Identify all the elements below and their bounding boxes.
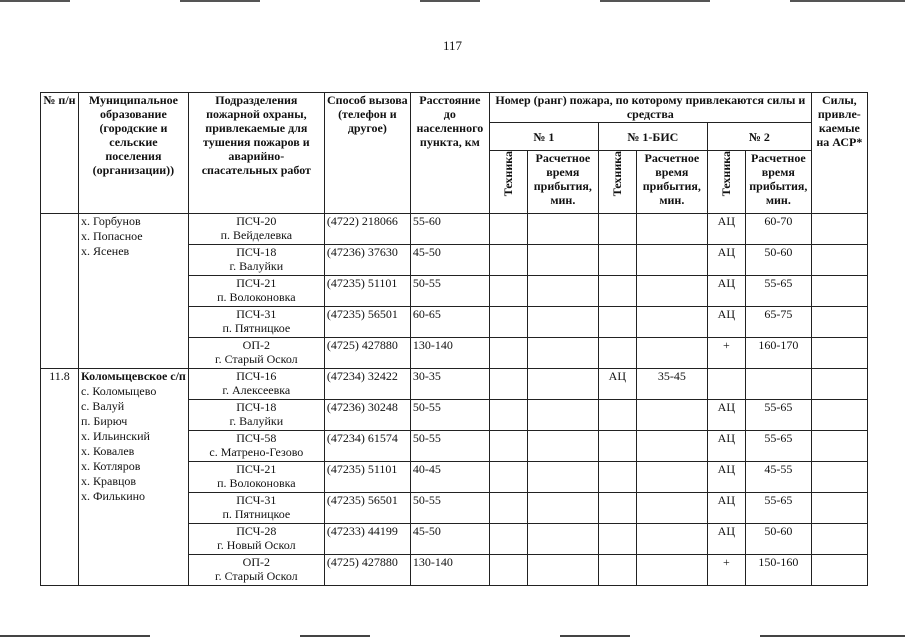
fire-unit-name: ПСЧ-18	[236, 400, 277, 414]
locality-name: х. Котляров	[81, 459, 141, 473]
asr-cell	[811, 214, 867, 245]
asr-cell	[811, 369, 867, 400]
rank-1-equipment-cell	[489, 245, 527, 276]
rank-1-equipment-cell	[489, 307, 527, 338]
phone-cell: (47236) 37630	[324, 245, 410, 276]
rank-1bis-equipment-cell	[598, 431, 636, 462]
rank-1bis-arrival-cell	[636, 338, 707, 369]
fire-unit-name: ПСЧ-31	[236, 307, 277, 321]
rank-1bis-equipment-cell	[598, 493, 636, 524]
rank-2-equipment-cell: +	[707, 338, 745, 369]
header-rank-1bis-equipment: Техника	[598, 151, 636, 214]
rank-2-equipment-cell: АЦ	[707, 400, 745, 431]
header-rank-2-arrival-time: Расчетное время прибытия, мин.	[745, 151, 811, 214]
fire-unit-cell	[188, 431, 324, 462]
asr-cell	[811, 400, 867, 431]
fire-unit-location: г. Старый Оскол	[215, 352, 298, 366]
fire-unit-name: ПСЧ-18	[236, 245, 277, 259]
header-fire-unit: Подразделения пожарной охраны, привлекаемые для тушения пожаров и аварийно-спасательных работ	[188, 93, 324, 214]
locality-name: с. Валуй	[81, 399, 125, 413]
fire-unit-location: г. Валуйки	[229, 259, 284, 273]
rank-2-arrival-cell: 60-70	[745, 214, 811, 245]
rank-1bis-equipment-cell: АЦ	[598, 369, 636, 400]
fire-unit-cell	[188, 493, 324, 524]
fire-unit-name: ПСЧ-21	[236, 276, 277, 290]
distance-cell: 30-35	[410, 369, 489, 400]
rank-2-equipment-cell: АЦ	[707, 462, 745, 493]
distance-cell: 45-50	[410, 245, 489, 276]
municipality-cell	[79, 369, 189, 586]
rank-1bis-equipment-cell	[598, 400, 636, 431]
rank-2-arrival-cell: 55-65	[745, 276, 811, 307]
distance-cell: 130-140	[410, 555, 489, 586]
asr-cell	[811, 555, 867, 586]
fire-unit-name: ПСЧ-21	[236, 462, 277, 476]
header-call-method: Способ вызова (телефон и другое)	[324, 93, 410, 214]
rank-1bis-equipment-cell	[598, 524, 636, 555]
fire-unit-cell	[188, 214, 324, 245]
rank-2-arrival-cell: 50-60	[745, 524, 811, 555]
rank-1bis-equipment-cell	[598, 245, 636, 276]
rank-1-equipment-cell	[489, 338, 527, 369]
asr-cell	[811, 462, 867, 493]
rank-1-arrival-cell	[527, 369, 598, 400]
scan-bottom-edge	[0, 635, 905, 637]
rank-1-arrival-cell	[527, 338, 598, 369]
distance-cell: 50-55	[410, 276, 489, 307]
phone-cell: (47235) 51101	[324, 276, 410, 307]
rank-2-equipment-cell	[707, 369, 745, 400]
fire-unit-cell	[188, 462, 324, 493]
rank-1bis-arrival-cell	[636, 524, 707, 555]
rank-1bis-equipment-cell	[598, 462, 636, 493]
rank-1bis-equipment-cell	[598, 338, 636, 369]
distance-cell: 45-50	[410, 524, 489, 555]
rank-2-equipment-cell: АЦ	[707, 214, 745, 245]
rank-1bis-arrival-cell	[636, 276, 707, 307]
rank-1-equipment-cell	[489, 462, 527, 493]
header-rank-1-equipment: Техника	[489, 151, 527, 214]
rank-2-arrival-cell: 65-75	[745, 307, 811, 338]
rank-2-equipment-cell: +	[707, 555, 745, 586]
rank-2-equipment-cell: АЦ	[707, 276, 745, 307]
phone-cell: (4725) 427880	[324, 338, 410, 369]
fire-unit-cell	[188, 245, 324, 276]
fire-unit-location: п. Пятницкое	[222, 507, 291, 521]
locality-name: х. Ковалев	[81, 444, 135, 458]
fire-unit-name: ОП-2	[242, 338, 270, 352]
rank-2-equipment-cell: АЦ	[707, 524, 745, 555]
rank-1bis-equipment-cell	[598, 214, 636, 245]
rank-1-arrival-cell	[527, 276, 598, 307]
fire-unit-name: ПСЧ-28	[236, 524, 277, 538]
header-num: № п/н	[41, 93, 79, 214]
locality-name: п. Бирюч	[81, 414, 128, 428]
fire-unit-cell	[188, 276, 324, 307]
fire-unit-location: г. Валуйки	[229, 414, 284, 428]
rank-1-equipment-cell	[489, 493, 527, 524]
rank-1-arrival-cell	[527, 524, 598, 555]
rank-2-arrival-cell: 150-160	[745, 555, 811, 586]
header-rank-2-equipment: Техника	[707, 151, 745, 214]
fire-forces-table	[40, 92, 868, 586]
fire-unit-location: г. Новый Оскол	[217, 538, 296, 552]
fire-unit-name: ОП-2	[242, 555, 270, 569]
rank-1-arrival-cell	[527, 400, 598, 431]
rank-2-equipment-cell: АЦ	[707, 431, 745, 462]
rank-2-arrival-cell: 55-65	[745, 400, 811, 431]
rank-1-equipment-cell	[489, 524, 527, 555]
locality-name: х. Филькино	[81, 489, 146, 503]
rank-2-arrival-cell: 55-65	[745, 431, 811, 462]
rank-1bis-arrival-cell	[636, 400, 707, 431]
distance-cell: 50-55	[410, 400, 489, 431]
asr-cell	[811, 307, 867, 338]
rank-1bis-equipment-cell	[598, 276, 636, 307]
fire-unit-location: п. Волоконовка	[217, 290, 296, 304]
header-asr-forces: Силы, привле-каемые на АСР*	[811, 93, 867, 214]
fire-unit-location: с. Матрено-Гезово	[209, 445, 304, 459]
rank-2-arrival-cell: 160-170	[745, 338, 811, 369]
phone-cell: (4722) 218066	[324, 214, 410, 245]
locality-name: х. Ильинский	[81, 429, 150, 443]
rank-1bis-arrival-cell	[636, 462, 707, 493]
rank-1-arrival-cell	[527, 493, 598, 524]
rank-1-equipment-cell	[489, 276, 527, 307]
fire-unit-cell	[188, 369, 324, 400]
phone-cell: (47235) 56501	[324, 307, 410, 338]
rank-1bis-arrival-cell	[636, 555, 707, 586]
fire-unit-name: ПСЧ-16	[236, 369, 277, 383]
locality-name: х. Ясенев	[81, 244, 130, 258]
header-rank-1bis: № 1-БИС	[598, 123, 707, 151]
rank-1-equipment-cell	[489, 555, 527, 586]
distance-cell: 50-55	[410, 431, 489, 462]
page-number: 117	[442, 38, 463, 53]
rank-2-equipment-cell: АЦ	[707, 493, 745, 524]
rank-2-arrival-cell	[745, 369, 811, 400]
rank-1-arrival-cell	[527, 245, 598, 276]
header-municipality: Муниципальное образование (городские и сельские поселения (организации))	[79, 93, 189, 214]
rank-1-equipment-cell	[489, 214, 527, 245]
rank-1bis-arrival-cell	[636, 214, 707, 245]
row-number-cell: 11.8	[41, 369, 79, 586]
rank-1bis-arrival-cell: 35-45	[636, 369, 707, 400]
phone-cell: (47235) 51101	[324, 462, 410, 493]
distance-cell: 40-45	[410, 462, 489, 493]
asr-cell	[811, 493, 867, 524]
fire-unit-name: ПСЧ-20	[236, 214, 277, 228]
table-row	[41, 369, 868, 400]
rank-1-equipment-cell	[489, 400, 527, 431]
rank-2-equipment-cell: АЦ	[707, 245, 745, 276]
row-number-cell	[41, 214, 79, 369]
asr-cell	[811, 524, 867, 555]
rank-1-arrival-cell	[527, 431, 598, 462]
fire-unit-name: ПСЧ-58	[236, 431, 277, 445]
header-fire-number: Номер (ранг) пожара, по которому привлекаются силы и средства	[489, 93, 811, 123]
distance-cell: 60-65	[410, 307, 489, 338]
scan-top-edge	[0, 0, 905, 2]
phone-cell: (47234) 61574	[324, 431, 410, 462]
phone-cell: (4725) 427880	[324, 555, 410, 586]
fire-unit-location: п. Вейделевка	[220, 228, 293, 242]
rank-1-arrival-cell	[527, 462, 598, 493]
rank-1bis-arrival-cell	[636, 431, 707, 462]
header-rank-1bis-arrival-time: Расчетное время прибытия, мин.	[636, 151, 707, 214]
table-row	[41, 214, 868, 245]
rank-1-arrival-cell	[527, 307, 598, 338]
fire-unit-cell	[188, 524, 324, 555]
locality-name: х. Горбунов	[81, 214, 141, 228]
locality-name: х. Кравцов	[81, 474, 137, 488]
header-rank-2: № 2	[707, 123, 811, 151]
fire-unit-cell	[188, 400, 324, 431]
rank-1bis-arrival-cell	[636, 245, 707, 276]
header-rank-1-arrival-time: Расчетное время прибытия, мин.	[527, 151, 598, 214]
phone-cell: (47233) 44199	[324, 524, 410, 555]
rank-1-arrival-cell	[527, 555, 598, 586]
rank-1bis-arrival-cell	[636, 493, 707, 524]
municipality-name: Коломыцевское с/п	[81, 369, 186, 383]
rank-1-equipment-cell	[489, 369, 527, 400]
fire-unit-cell	[188, 307, 324, 338]
rank-2-equipment-cell: АЦ	[707, 307, 745, 338]
rank-2-arrival-cell: 45-55	[745, 462, 811, 493]
rank-1-equipment-cell	[489, 431, 527, 462]
rank-2-arrival-cell: 55-65	[745, 493, 811, 524]
fire-unit-location: п. Волоконовка	[217, 476, 296, 490]
fire-unit-location: г. Старый Оскол	[215, 569, 298, 583]
fire-unit-name: ПСЧ-31	[236, 493, 277, 507]
asr-cell	[811, 245, 867, 276]
fire-unit-cell	[188, 555, 324, 586]
header-rank-1: № 1	[489, 123, 598, 151]
locality-name: х. Попасное	[81, 229, 143, 243]
distance-cell: 50-55	[410, 493, 489, 524]
fire-unit-cell	[188, 338, 324, 369]
municipality-cell	[79, 214, 189, 369]
rank-1-arrival-cell	[527, 214, 598, 245]
asr-cell	[811, 276, 867, 307]
fire-unit-location: п. Пятницкое	[222, 321, 291, 335]
locality-name: с. Коломыцево	[81, 384, 157, 398]
asr-cell	[811, 431, 867, 462]
asr-cell	[811, 338, 867, 369]
header-distance: Расстояние до населенного пункта, км	[410, 93, 489, 214]
rank-1bis-arrival-cell	[636, 307, 707, 338]
phone-cell: (47235) 56501	[324, 493, 410, 524]
rank-1bis-equipment-cell	[598, 307, 636, 338]
rank-1bis-equipment-cell	[598, 555, 636, 586]
rank-2-arrival-cell: 50-60	[745, 245, 811, 276]
fire-unit-location: г. Алексеевка	[222, 383, 291, 397]
distance-cell: 130-140	[410, 338, 489, 369]
phone-cell: (47234) 32422	[324, 369, 410, 400]
distance-cell: 55-60	[410, 214, 489, 245]
phone-cell: (47236) 30248	[324, 400, 410, 431]
